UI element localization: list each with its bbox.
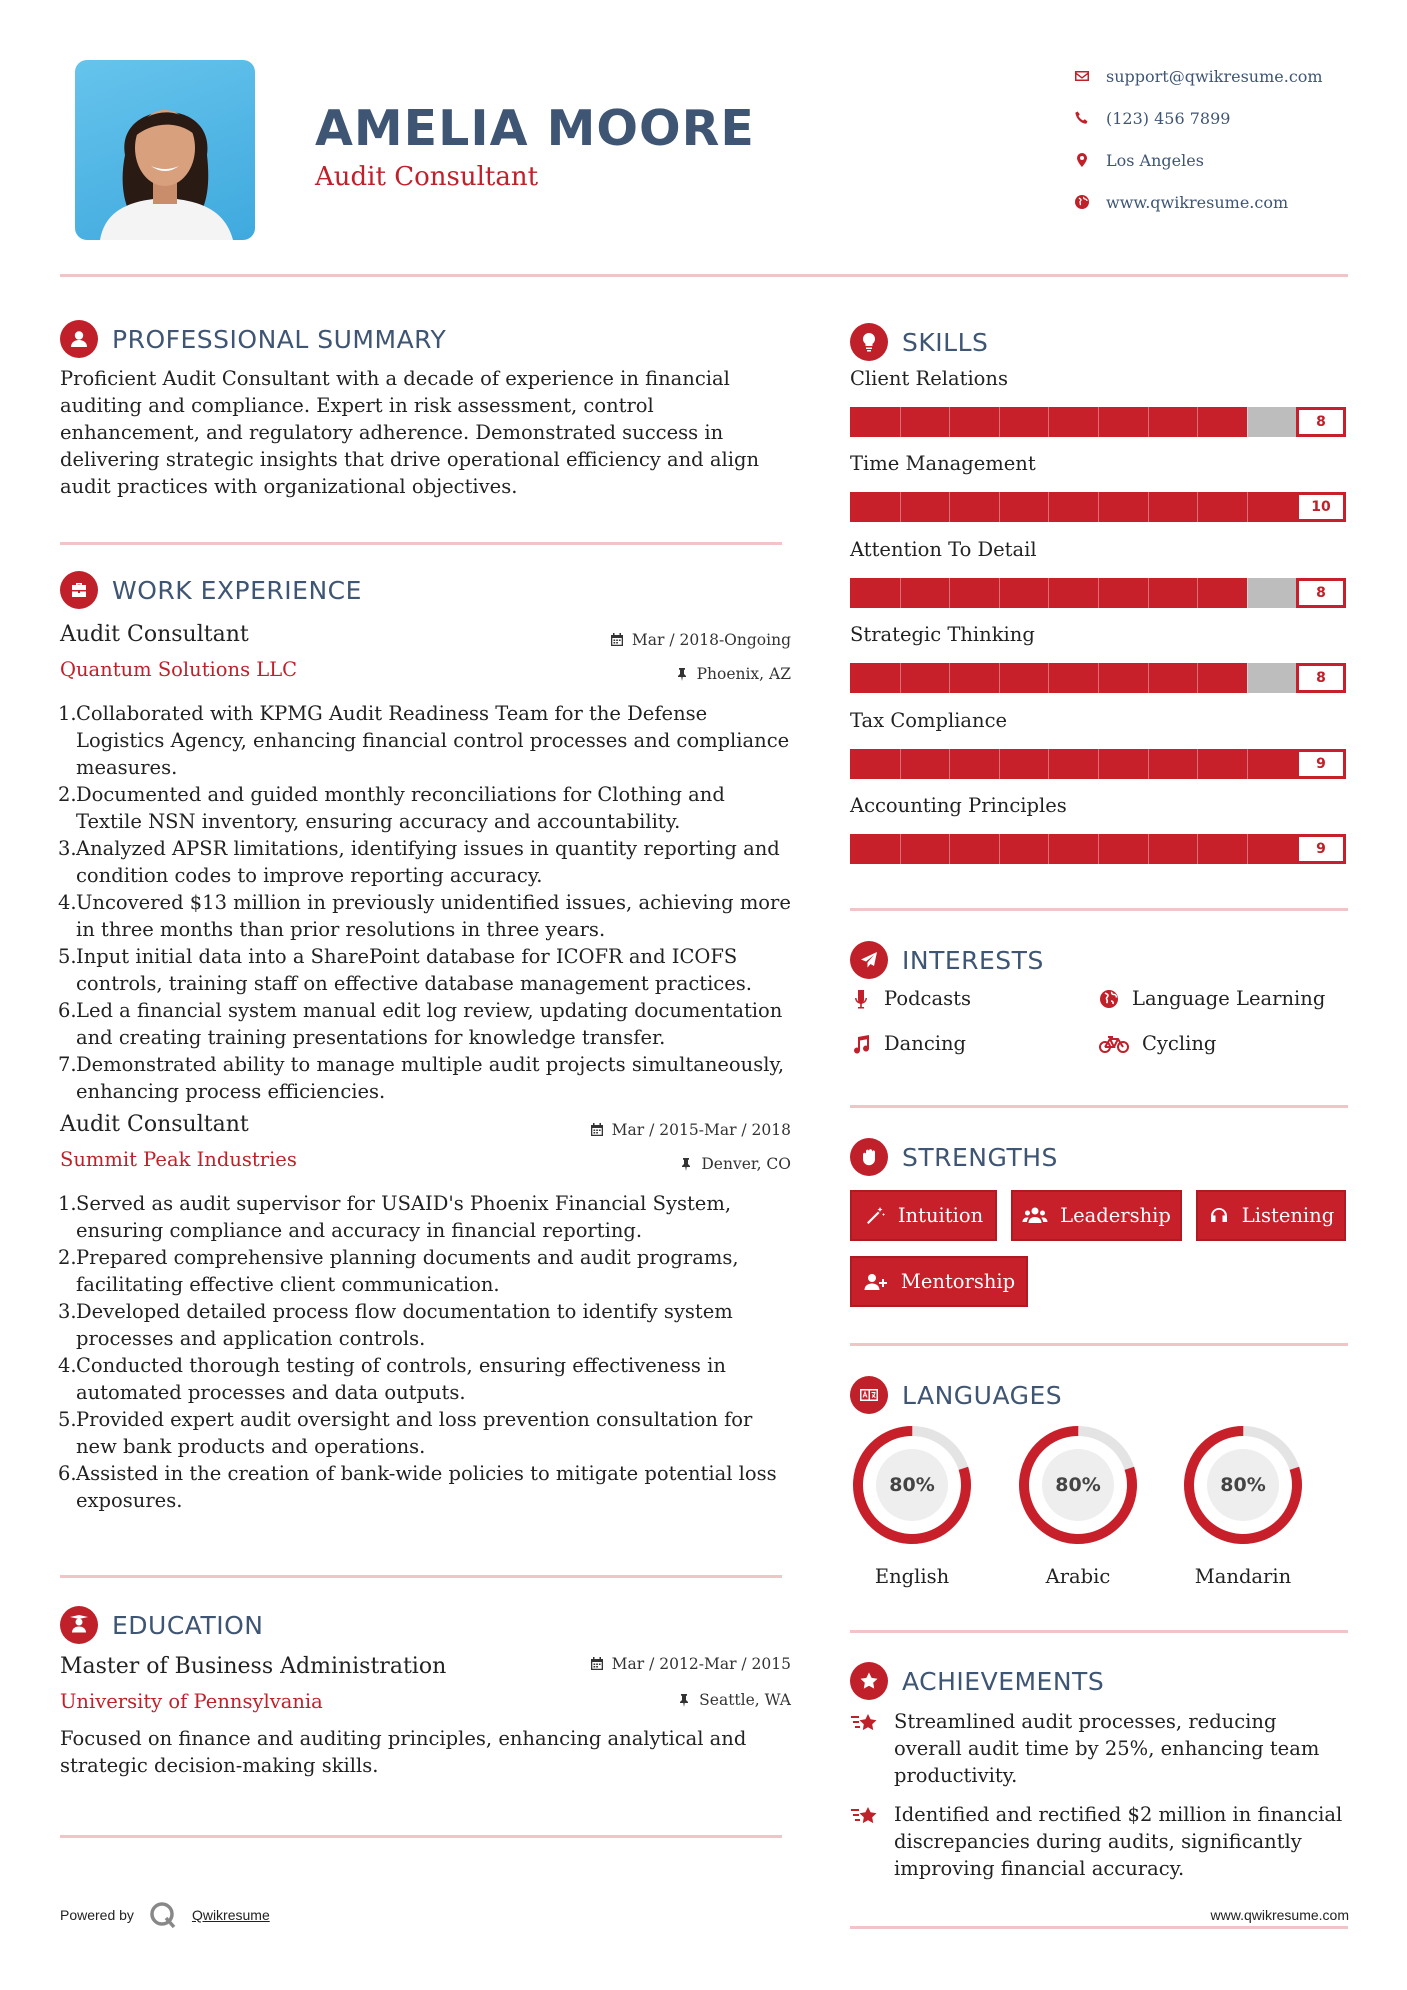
list-item: Documented and guided monthly reconciliations for Clothing and Textile NSN inventory, ensuring accuracy and accountability. bbox=[76, 783, 725, 833]
interests-title: INTERESTS bbox=[902, 945, 1044, 975]
strengths-heading bbox=[850, 1138, 1058, 1176]
contact-location-text: Los Angeles bbox=[1106, 150, 1204, 170]
skill-bar bbox=[850, 492, 1346, 522]
list-item: Demonstrated ability to manage multiple audit projects simultaneously, enhancing process efficiencies. bbox=[76, 1053, 785, 1103]
skill-bar-segment-divider bbox=[999, 492, 1000, 522]
skill-bar-segment-divider bbox=[999, 578, 1000, 608]
skill-bar-segment-divider bbox=[1148, 578, 1149, 608]
skill-bar-segment-divider bbox=[1197, 492, 1198, 522]
summary-divider bbox=[60, 542, 782, 545]
strength-label: Leadership bbox=[1060, 1204, 1171, 1227]
skill-bar-segment-divider bbox=[999, 407, 1000, 437]
skill-bar-segment-divider bbox=[900, 407, 901, 437]
fist-icon bbox=[850, 1138, 888, 1176]
skill-label: Strategic Thinking bbox=[850, 623, 1035, 646]
contact-website-text: www.qwikresume.com bbox=[1106, 192, 1289, 212]
list-item: Input initial data into a SharePoint database for ICOFR and ICOFS controls, training staff on effective database management practices. bbox=[76, 945, 752, 995]
education-dates-text: Mar / 2012-Mar / 2015 bbox=[611, 1655, 791, 1673]
contact-email[interactable] bbox=[1070, 55, 1370, 97]
list-item: Provided expert audit oversight and loss prevention consultation for new bank products and operations. bbox=[76, 1408, 753, 1458]
achievement-text: Streamlined audit processes, reducing overall audit time by 25%, enhancing team productivity. bbox=[894, 1710, 1320, 1787]
education-location-text: Seattle, WA bbox=[699, 1691, 791, 1709]
language-name: Arabic bbox=[1045, 1565, 1111, 1588]
pushpin-icon bbox=[679, 1157, 693, 1171]
school-name: University of Pennsylvania bbox=[60, 1690, 323, 1713]
skill-bar-segment-divider bbox=[1148, 663, 1149, 693]
language-name: English bbox=[874, 1565, 950, 1588]
achievement-text: Identified and rectified $2 million in financial discrepancies during audits, significantly improving financial accuracy. bbox=[894, 1803, 1343, 1880]
education-title: EDUCATION bbox=[112, 1610, 264, 1640]
user-plus-icon bbox=[863, 1271, 889, 1293]
calendar-icon bbox=[590, 1123, 604, 1137]
skill-bar-segment-divider bbox=[1048, 749, 1049, 779]
skill-bar-segment-divider bbox=[1048, 834, 1049, 864]
interest-item bbox=[850, 987, 971, 1010]
list-item: Uncovered $13 million in previously unidentified issues, achieving more in three months than prior resolutions in three years. bbox=[76, 891, 791, 941]
shooting-star-icon bbox=[850, 1708, 894, 1789]
contact-email-text: support@qwikresume.com bbox=[1106, 66, 1323, 86]
language-icon bbox=[850, 1376, 888, 1414]
skill-bar-segment-divider bbox=[1197, 578, 1198, 608]
footer-branding bbox=[60, 1900, 270, 1930]
list-item: Prepared comprehensive planning documents and audit programs, facilitating effective client communication. bbox=[76, 1246, 739, 1296]
list-item: Led a financial system manual edit log review, updating documentation and creating training presentations for knowledge transfer. bbox=[76, 999, 783, 1049]
summary-title: PROFESSIONAL SUMMARY bbox=[112, 324, 447, 354]
language-percent: 80% bbox=[889, 1474, 935, 1496]
list-item: Conducted thorough testing of controls, ensuring effectiveness in automated processes and data outputs. bbox=[76, 1354, 726, 1404]
profile-photo bbox=[75, 60, 255, 240]
interest-label: Cycling bbox=[1142, 1032, 1217, 1055]
bicycle-icon bbox=[1098, 1033, 1130, 1055]
skill-bar-segment-divider bbox=[1098, 407, 1099, 437]
candidate-title: Audit Consultant bbox=[315, 162, 539, 192]
list-item: Developed detailed process flow documentation to identify system processes and application controls. bbox=[76, 1300, 733, 1350]
education-divider bbox=[60, 1835, 782, 1838]
music-icon bbox=[850, 1033, 872, 1055]
skill-bar-segment-divider bbox=[1247, 834, 1248, 864]
language-percent: 80% bbox=[1220, 1474, 1266, 1496]
contact-location bbox=[1070, 139, 1370, 181]
education-entry bbox=[60, 1652, 791, 1792]
graduation-icon bbox=[60, 1606, 98, 1644]
qwikresume-link[interactable]: Qwikresume bbox=[191, 1907, 270, 1923]
user-icon bbox=[60, 320, 98, 358]
skills-title: SKILLS bbox=[902, 327, 989, 357]
skill-bar-segment-divider bbox=[1098, 749, 1099, 779]
skill-bar-segment-divider bbox=[999, 749, 1000, 779]
list-item: Served as audit supervisor for USAID's Phoenix Financial System, ensuring compliance and accuracy in financial reporting. bbox=[76, 1192, 732, 1242]
contact-website[interactable] bbox=[1070, 181, 1370, 223]
skill-bar-segment-divider bbox=[1048, 578, 1049, 608]
strength-chip bbox=[1196, 1190, 1346, 1241]
portrait-image bbox=[75, 60, 255, 240]
list-item: Collaborated with KPMG Audit Readiness Team for the Defense Logistics Agency, enhancing financial control processes and compliance measures. bbox=[76, 702, 790, 779]
skill-bar-segment-divider bbox=[999, 663, 1000, 693]
skill-bar-segment-divider bbox=[1098, 663, 1099, 693]
strength-label: Listening bbox=[1241, 1204, 1335, 1227]
skill-bar-segment-divider bbox=[1247, 407, 1248, 437]
languages-heading bbox=[850, 1376, 1062, 1414]
calendar-icon bbox=[590, 1657, 604, 1671]
job-company: Quantum Solutions LLC bbox=[60, 658, 298, 681]
skill-bar-segment-divider bbox=[1247, 578, 1248, 608]
skill-label: Attention To Detail bbox=[850, 538, 1037, 561]
languages-divider bbox=[850, 1630, 1348, 1633]
candidate-name: AMELIA MOORE bbox=[315, 100, 755, 157]
skill-bar-fill bbox=[850, 834, 1296, 864]
skill-bar-segment-divider bbox=[1197, 407, 1198, 437]
interest-label: Dancing bbox=[884, 1032, 967, 1055]
skill-level-value: 9 bbox=[1296, 749, 1346, 779]
contact-block bbox=[1070, 55, 1370, 223]
skill-level-value: 8 bbox=[1296, 407, 1346, 437]
experience-heading bbox=[60, 571, 362, 609]
globe-icon bbox=[1098, 988, 1120, 1010]
job-location bbox=[679, 1155, 791, 1173]
language-item bbox=[1181, 1423, 1305, 1588]
skill-label: Accounting Principles bbox=[850, 794, 1067, 817]
calendar-icon bbox=[610, 633, 624, 647]
skill-bar-segment-divider bbox=[1148, 749, 1149, 779]
achievement-item bbox=[850, 1708, 1348, 1789]
skill-bar-segment-divider bbox=[949, 492, 950, 522]
strength-chip bbox=[1011, 1190, 1182, 1241]
microphone-icon bbox=[850, 988, 872, 1010]
skill-bar bbox=[850, 663, 1346, 693]
language-percent: 80% bbox=[1055, 1474, 1101, 1496]
interest-label: Language Learning bbox=[1132, 987, 1326, 1010]
contact-phone[interactable] bbox=[1070, 97, 1370, 139]
header-divider bbox=[60, 274, 1348, 277]
skill-bar-segment-divider bbox=[949, 749, 950, 779]
strength-label: Intuition bbox=[897, 1204, 984, 1227]
skill-bar-segment-divider bbox=[1247, 663, 1248, 693]
education-description: Focused on finance and auditing principles, enhancing analytical and strategic decision-making skills. bbox=[60, 1727, 747, 1777]
education-heading bbox=[60, 1606, 264, 1644]
lightbulb-icon bbox=[850, 323, 888, 361]
achievements-title: ACHIEVEMENTS bbox=[902, 1666, 1105, 1696]
strengths-title: STRENGTHS bbox=[902, 1142, 1058, 1172]
strength-chip bbox=[850, 1190, 997, 1241]
skill-bar-segment-divider bbox=[1148, 407, 1149, 437]
job-location-text: Phoenix, AZ bbox=[696, 665, 791, 683]
education-location bbox=[677, 1691, 791, 1709]
language-name: Mandarin bbox=[1194, 1565, 1292, 1588]
skill-level-value: 9 bbox=[1296, 834, 1346, 864]
paper-plane-icon bbox=[850, 941, 888, 979]
skill-bar-segment-divider bbox=[1197, 749, 1198, 779]
skill-bar-segment-divider bbox=[1247, 492, 1248, 522]
skill-bar-segment-divider bbox=[949, 834, 950, 864]
skill-bar-segment-divider bbox=[949, 407, 950, 437]
strengths-divider bbox=[850, 1343, 1348, 1346]
skill-bar-segment-divider bbox=[1048, 663, 1049, 693]
interest-item bbox=[1098, 987, 1325, 1010]
strength-chip bbox=[850, 1256, 1028, 1307]
job-bullets bbox=[58, 700, 791, 1105]
education-dates bbox=[590, 1655, 791, 1673]
skill-level-value: 8 bbox=[1296, 578, 1346, 608]
interests-heading bbox=[850, 941, 1044, 979]
job-title: Audit Consultant bbox=[60, 1112, 249, 1137]
skill-bar-segment-divider bbox=[1098, 834, 1099, 864]
list-item: Assisted in the creation of bank-wide policies to mitigate potential loss exposures. bbox=[76, 1462, 777, 1512]
phone-icon bbox=[1070, 110, 1106, 126]
skill-bar-segment-divider bbox=[900, 663, 901, 693]
skill-bar-segment-divider bbox=[999, 834, 1000, 864]
globe-icon bbox=[1070, 194, 1106, 210]
users-icon bbox=[1022, 1205, 1048, 1227]
contact-phone-text: (123) 456 7899 bbox=[1106, 108, 1231, 128]
headphones-icon bbox=[1208, 1205, 1230, 1227]
skill-bar-segment-divider bbox=[949, 578, 950, 608]
achievement-item bbox=[850, 1801, 1348, 1882]
skill-bar-segment-divider bbox=[1247, 749, 1248, 779]
footer-website[interactable]: www.qwikresume.com bbox=[1210, 1907, 1349, 1923]
skill-bar-segment-divider bbox=[1197, 834, 1198, 864]
qwikresume-logo-icon bbox=[148, 1900, 178, 1930]
star-icon bbox=[850, 1662, 888, 1700]
language-item bbox=[850, 1423, 974, 1588]
skill-bar bbox=[850, 578, 1346, 608]
skill-bar-fill bbox=[850, 749, 1296, 779]
summary-text: Proficient Audit Consultant with a decade of experience in financial auditing and compliance. Expert in risk assessment, control enhancement, and regulatory adherence. Demonstrated success in delivering strategic insights that drive operational efficiency and align audit practices with organizational objectives. bbox=[60, 367, 760, 498]
job-dates-text: Mar / 2018-Ongoing bbox=[631, 631, 791, 649]
skill-bar-segment-divider bbox=[1197, 663, 1198, 693]
languages-title: LANGUAGES bbox=[902, 1380, 1063, 1410]
skills-divider bbox=[850, 908, 1348, 911]
list-item: Analyzed APSR limitations, identifying issues in quantity reporting and condition codes to improve reporting accuracy. bbox=[76, 837, 780, 887]
strength-label: Mentorship bbox=[900, 1270, 1016, 1293]
job-location bbox=[675, 665, 791, 683]
skills-heading bbox=[850, 323, 988, 361]
job-entry bbox=[60, 618, 791, 1103]
job-dates bbox=[590, 1121, 791, 1139]
interests-divider bbox=[850, 1105, 1348, 1108]
job-dates-text: Mar / 2015-Mar / 2018 bbox=[611, 1121, 791, 1139]
skill-bar-segment-divider bbox=[900, 834, 901, 864]
experience-divider bbox=[60, 1575, 782, 1578]
skill-bar bbox=[850, 407, 1346, 437]
pushpin-icon bbox=[677, 1693, 691, 1707]
skill-bar bbox=[850, 749, 1346, 779]
achievements-heading bbox=[850, 1662, 1104, 1700]
skill-bar-segment-divider bbox=[1048, 492, 1049, 522]
skill-label: Client Relations bbox=[850, 367, 1008, 390]
achievements-divider bbox=[850, 1926, 1348, 1929]
skill-bar-segment-divider bbox=[900, 492, 901, 522]
skill-bar-segment-divider bbox=[1048, 407, 1049, 437]
shooting-star-icon bbox=[850, 1801, 894, 1882]
skill-bar bbox=[850, 834, 1346, 864]
skill-bar-segment-divider bbox=[1098, 578, 1099, 608]
job-dates bbox=[610, 631, 791, 649]
skill-bar-segment-divider bbox=[1098, 492, 1099, 522]
envelope-icon bbox=[1070, 68, 1106, 84]
summary-heading bbox=[60, 320, 446, 358]
briefcase-icon bbox=[60, 571, 98, 609]
job-title: Audit Consultant bbox=[60, 622, 249, 647]
skill-bar-segment-divider bbox=[900, 578, 901, 608]
skill-label: Time Management bbox=[850, 452, 1036, 475]
skill-bar-segment-divider bbox=[1148, 834, 1149, 864]
pushpin-icon bbox=[675, 667, 689, 681]
powered-by-label: Powered by bbox=[60, 1907, 134, 1923]
experience-title: WORK EXPERIENCE bbox=[112, 575, 362, 605]
interest-item bbox=[1098, 1032, 1216, 1055]
job-entry bbox=[60, 1108, 791, 1518]
skill-label: Tax Compliance bbox=[850, 709, 1008, 732]
skill-level-value: 8 bbox=[1296, 663, 1346, 693]
interest-item bbox=[850, 1032, 966, 1055]
magic-wand-icon bbox=[864, 1205, 886, 1227]
language-item bbox=[1016, 1423, 1140, 1588]
degree-title: Master of Business Administration bbox=[60, 1654, 447, 1679]
skill-bar-segment-divider bbox=[900, 749, 901, 779]
skill-bar-segment-divider bbox=[1148, 492, 1149, 522]
job-location-text: Denver, CO bbox=[701, 1155, 791, 1173]
skill-bar-segment-divider bbox=[949, 663, 950, 693]
job-bullets bbox=[58, 1190, 791, 1514]
skill-level-value: 10 bbox=[1296, 492, 1346, 522]
map-pin-icon bbox=[1070, 152, 1106, 168]
job-company: Summit Peak Industries bbox=[60, 1148, 297, 1171]
interest-label: Podcasts bbox=[884, 987, 971, 1010]
